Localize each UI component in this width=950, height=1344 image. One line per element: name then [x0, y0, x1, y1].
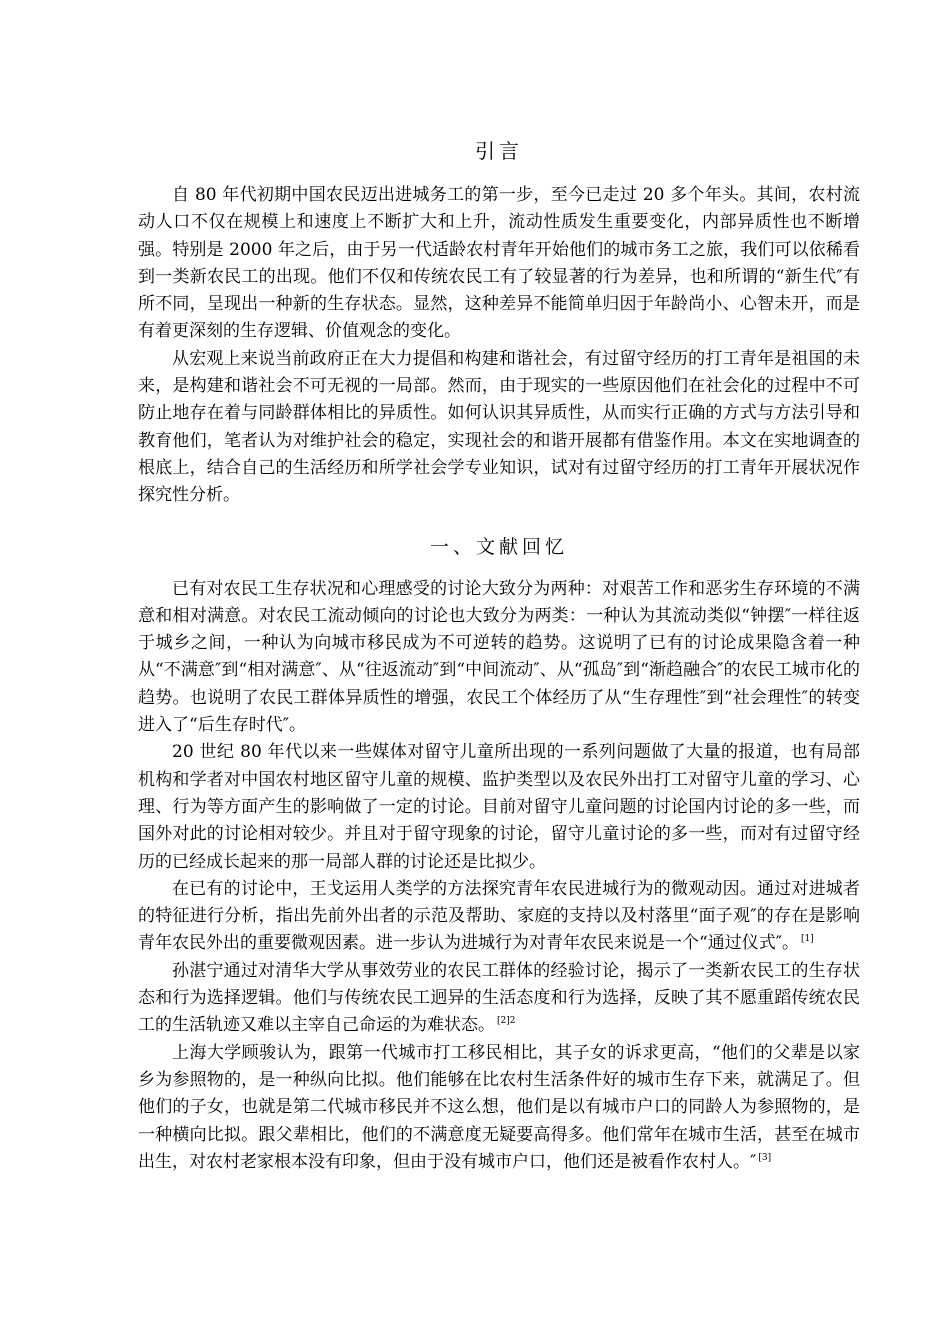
review-paragraph-3-text: 在已有的讨论中，王戈运用人类学的方法探究青年农民进城行为的微观动因。通过对进城者的特征进行分析，指出先前外出者的示范及帮助、家庭的支持以及村落里“面子观″的存在是影响青年农民外出的重要微观因素。进一步认为进城行为对青年农民来说是一个“通过仪式″。	[138, 878, 860, 954]
review-paragraph-5	[138, 1040, 860, 1176]
review-paragraph-4-text: 孙湛宁通过对清华大学从事效劳业的农民工群体的经验讨论，揭示了一类新农民工的生存状态和行为选择逻辑。他们与传统农民工迥异的生活态度和行为选择，反映了其不愿重蹈传统农民工的生活轨迹又难以主宰自己命运的为难状态。	[138, 960, 860, 1036]
review-paragraph-5-text: 上海大学顾骏认为，跟第一代城市打工移民相比，其子女的诉求更高，“他们的父辈是以家乡为参照物的，是一种纵向比拟。他们能够在比农村生活条件好的城市生存下来，就满足了。但他们的子女，也就是第二代城市移民并不这么想，他们是以有城市户口的同龄人为参照物的，是一种横向比拟。跟父辈相比，他们的不满意度无疑要高得多。他们常年在城市生活，甚至在城市出生，对农村老家根本没有印象，但由于没有城市户口，他们还是被看作农村人。″	[138, 1042, 860, 1172]
citation-ref-2: [2]2	[497, 1016, 516, 1027]
intro-paragraph-1: 自 80 年代初期中国农民迈出进城务工的第一步，至今已走过 20 多个年头。其间，农村流动人口不仅在规模上和速度上不断扩大和上升，流动性质发生重要变化，内部异质性也不断增强。特别是 2000 年之后，由于另一代适龄农村青年开始他们的城市务工之旅，我们可以依稀看到一类新农民工的出现。他们不仅和传统农民工有了较显著的行为差异，也和所谓的“新生代″有所不同，呈现出一种新的生存状态。显然，这种差异不能简单归因于年龄尚小、心智未开，而是有着更深刻的生存逻辑、价值观念的变化。	[138, 185, 860, 342]
review-paragraph-4	[138, 958, 860, 1040]
review-paragraph-2: 20 世纪 80 年代以来一些媒体对留守儿童所出现的一系列问题做了大量的报道，也有局部机构和学者对中国农村地区留守儿童的规模、监护类型以及农民外出打工对留守儿童的学习、心理、行为等方面产生的影响做了一定的讨论。目前对留守儿童问题的讨论国内讨论的多一些，而国外对此的讨论相对较少。并且对于留守现象的讨论，留守儿童讨论的多一些，而对有过留守经历的已经成长起来的那一局部人群的讨论还是比拟少。	[138, 742, 860, 872]
citation-ref-3: [3]	[758, 1152, 772, 1163]
review-paragraph-1: 已有对农民工生存状况和心理感受的讨论大致分为两种：对艰苦工作和恶劣生存环境的不满意和相对满意。对农民工流动倾向的讨论也大致分为两类：一种认为其流动类似“钟摆″一样往返于城乡之间，一种认为向城市移民成为不可逆转的趋势。这说明了已有的讨论成果隐含着一种从“不满意″到“相对满意″、从“往返流动″到“中间流动″、从“孤岛″到“渐趋融合″的农民工城市化的趋势。也说明了农民工群体异质性的增强，农民工个体经历了从“生存理性″到“社会理性″的转变进入了“后生存时代″。	[138, 578, 860, 736]
citation-ref-1: [1]	[801, 934, 814, 945]
intro-paragraph-2: 从宏观上来说当前政府正在大力提倡和构建和谐社会，有过留守经历的打工青年是祖国的未来，是构建和谐社会不可无视的一局部。然而，由于现实的一些原因他们在社会化的过程中不可防止地存在着与同龄群体相比的异质性。如何认识其异质性，从而实行正确的方式与方法引导和教育他们，笔者认为对维护社会的稳定，实现社会的和谐开展都有借鉴作用。本文在实地调查的根底上，结合自己的生活经历和所学社会学专业知识，试对有过留守经历的打工青年开展状况作探究性分析。	[138, 348, 860, 506]
intro-heading: 引言	[475, 139, 523, 163]
review-paragraph-3	[138, 876, 860, 958]
section-heading-literature-review: 一、文献回忆	[429, 535, 568, 558]
page-body	[138, 136, 860, 1176]
